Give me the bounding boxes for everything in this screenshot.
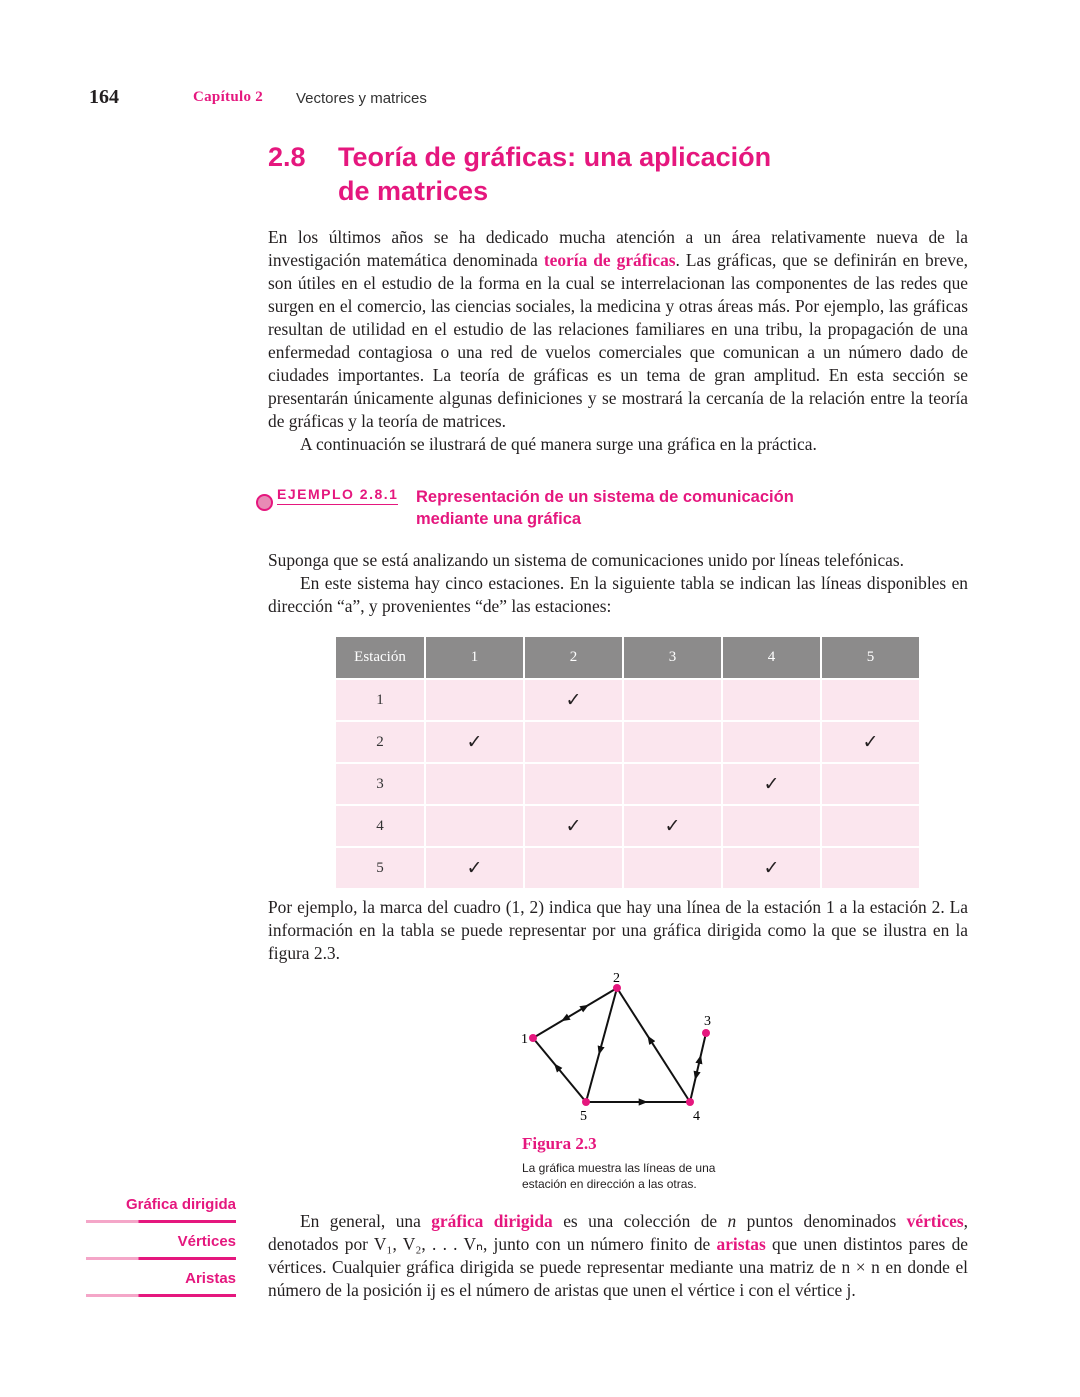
table-header-cell: 3 [623,637,722,679]
table-cell [821,763,920,805]
vertex-label: 2 [613,971,620,986]
margin-term: Vértices [177,1233,236,1250]
check-mark-icon: ✓ [722,763,821,805]
figure-caption-title: Figura 2.3 [522,1134,597,1153]
intro-p2: A continuación se ilustrará de qué manera surge una gráfica en la práctica. [300,434,817,454]
page-number: 164 [89,86,119,108]
graph-vertex [686,1098,694,1106]
example-p1: Suponga que se está analizando un sistema de comunicaciones unido por líneas telefónicas. [268,550,905,570]
vertex-label: 3 [704,1014,711,1029]
table-cell [722,721,821,763]
section-number: 2.8 [268,142,306,172]
table-row [336,847,920,888]
margin-term: Gráfica dirigida [125,1196,236,1213]
row-label: 2 [336,721,425,763]
example-title: Representación de un sistema de comunicación mediante una gráfica [416,488,794,528]
text: En general, una [300,1211,432,1231]
check-mark-icon: ✓ [425,721,524,763]
table-header-cell: 4 [722,637,821,679]
check-mark-icon: ✓ [821,721,920,763]
term-vertices: vértices [906,1211,964,1231]
table-cell [524,763,623,805]
section-title-line2: de matrices [338,176,489,206]
graph-edge [617,988,690,1102]
example-p2: En este sistema hay cinco estaciones. En la siguiente tabla se indican las líneas disponibles en dirección “a”, y provenientes “de” las estaciones: [268,573,968,616]
row-label: 1 [336,679,425,721]
check-mark-icon: ✓ [425,847,524,888]
edge-arrow-icon [557,1067,558,1068]
check-mark-icon: ✓ [524,679,623,721]
text: . Las gráficas, que se definirán en breve, son útiles en el estudio de la forma en la cual se interrelacionan las componentes de las redes que surgen en el comercio, las ciencias sociales, la medicina y otras áreas más. Por ejemplo, las gráficas resultan de utilidad en el estudio de las relaciones familiares en una tribu, la propagación de una enfermedad contagiosa o una red de vuelos comerciales que comunican a un número dado de ciudades importantes. La teoría de gráficas es un tema de gran amplitud. En esta sección se presentarán únicamente algunas definiciones y se mostrará la cercanía de la relación entre la teoría de gráficas y la teoría de matrices. [268,250,969,431]
text: es una colección de [552,1211,728,1231]
vertex-label: 5 [580,1109,587,1124]
after-table-text: Por ejemplo, la marca del cuadro (1, 2) indica que hay una línea de la estación 1 a la estación 2. La información en la tabla se puede representar por una gráfica dirigida como la que se ilustra en la figura 2.3. [268,897,968,963]
table-header-cell: 2 [524,637,623,679]
table-row [336,721,920,763]
example-text [268,549,968,618]
table-row [336,763,920,805]
intro-text [268,226,968,456]
text: , denotados por V₁, V₂, . . . Vₙ, junto con un número finito de [268,1211,968,1254]
graph-edge [690,1033,706,1102]
table-cell [524,721,623,763]
margin-divider [86,1220,236,1223]
margin-divider [86,1294,236,1297]
table-cell [623,763,722,805]
table-cell [425,763,524,805]
term-aristas: aristas [716,1234,766,1254]
table-cell [821,679,920,721]
example-label: EJEMPLO 2.8.1 [277,486,398,505]
table-header-cell: 1 [425,637,524,679]
margin-divider [86,1257,236,1260]
table-row [336,679,920,721]
edge-arrow-icon [584,1007,585,1008]
table-cell [722,679,821,721]
stations-table [336,637,921,888]
graph-edge [586,988,617,1102]
section-title-line1: Teoría de gráficas: una aplicación [338,142,772,172]
text: que unen distintos pares de vértices. Cualquier gráfica dirigida se puede representar mediante una matriz de n × n en donde el número de la posición ij es el número de aristas que unen el vértice i con el vértice j. [268,1234,968,1300]
table-header-cell: 5 [821,637,920,679]
directed-graph-figure [500,960,740,1130]
vertex-label: 4 [693,1109,700,1124]
term-grafica-dirigida: gráfica dirigida [431,1211,553,1231]
table-cell [425,679,524,721]
graph-vertex [702,1029,710,1037]
check-mark-icon: ✓ [722,847,821,888]
table-cell [524,847,623,888]
row-label: 5 [336,847,425,888]
text: En los últimos años se ha dedicado mucha atención a un área relativamente nueva de la investigación matemática denominada [268,227,968,270]
table-cell [623,847,722,888]
row-label: 3 [336,763,425,805]
table-cell [623,721,722,763]
section-heading [268,140,771,208]
chapter-title: Vectores y matrices [296,90,427,107]
graph-edge [533,1038,586,1102]
figure-caption-text: La gráfica muestra las líneas de una estación en dirección a las otras. [522,1161,716,1191]
table-cell [623,679,722,721]
table-cell [722,805,821,847]
check-mark-icon: ✓ [623,805,722,847]
text: puntos denominados [736,1211,907,1231]
vertex-label: 1 [521,1032,528,1047]
table-cell [821,805,920,847]
table-row [336,805,920,847]
term-teoria-graficas: teoría de gráficas [543,250,676,270]
chapter-label: Capítulo 2 [193,89,264,105]
table-cell [425,805,524,847]
check-mark-icon: ✓ [524,805,623,847]
graph-vertex [582,1098,590,1106]
example-bullet-icon [256,494,273,511]
edge-arrow-icon [565,1019,566,1020]
edge-arrow-icon [650,1039,651,1040]
table-cell [821,847,920,888]
definition-text [268,1210,968,1302]
graph-edge [533,988,617,1038]
table-header-cell: Estación [336,637,425,679]
row-label: 4 [336,805,425,847]
margin-term: Aristas [185,1270,236,1287]
text: n [727,1211,737,1231]
graph-vertex [529,1034,537,1042]
